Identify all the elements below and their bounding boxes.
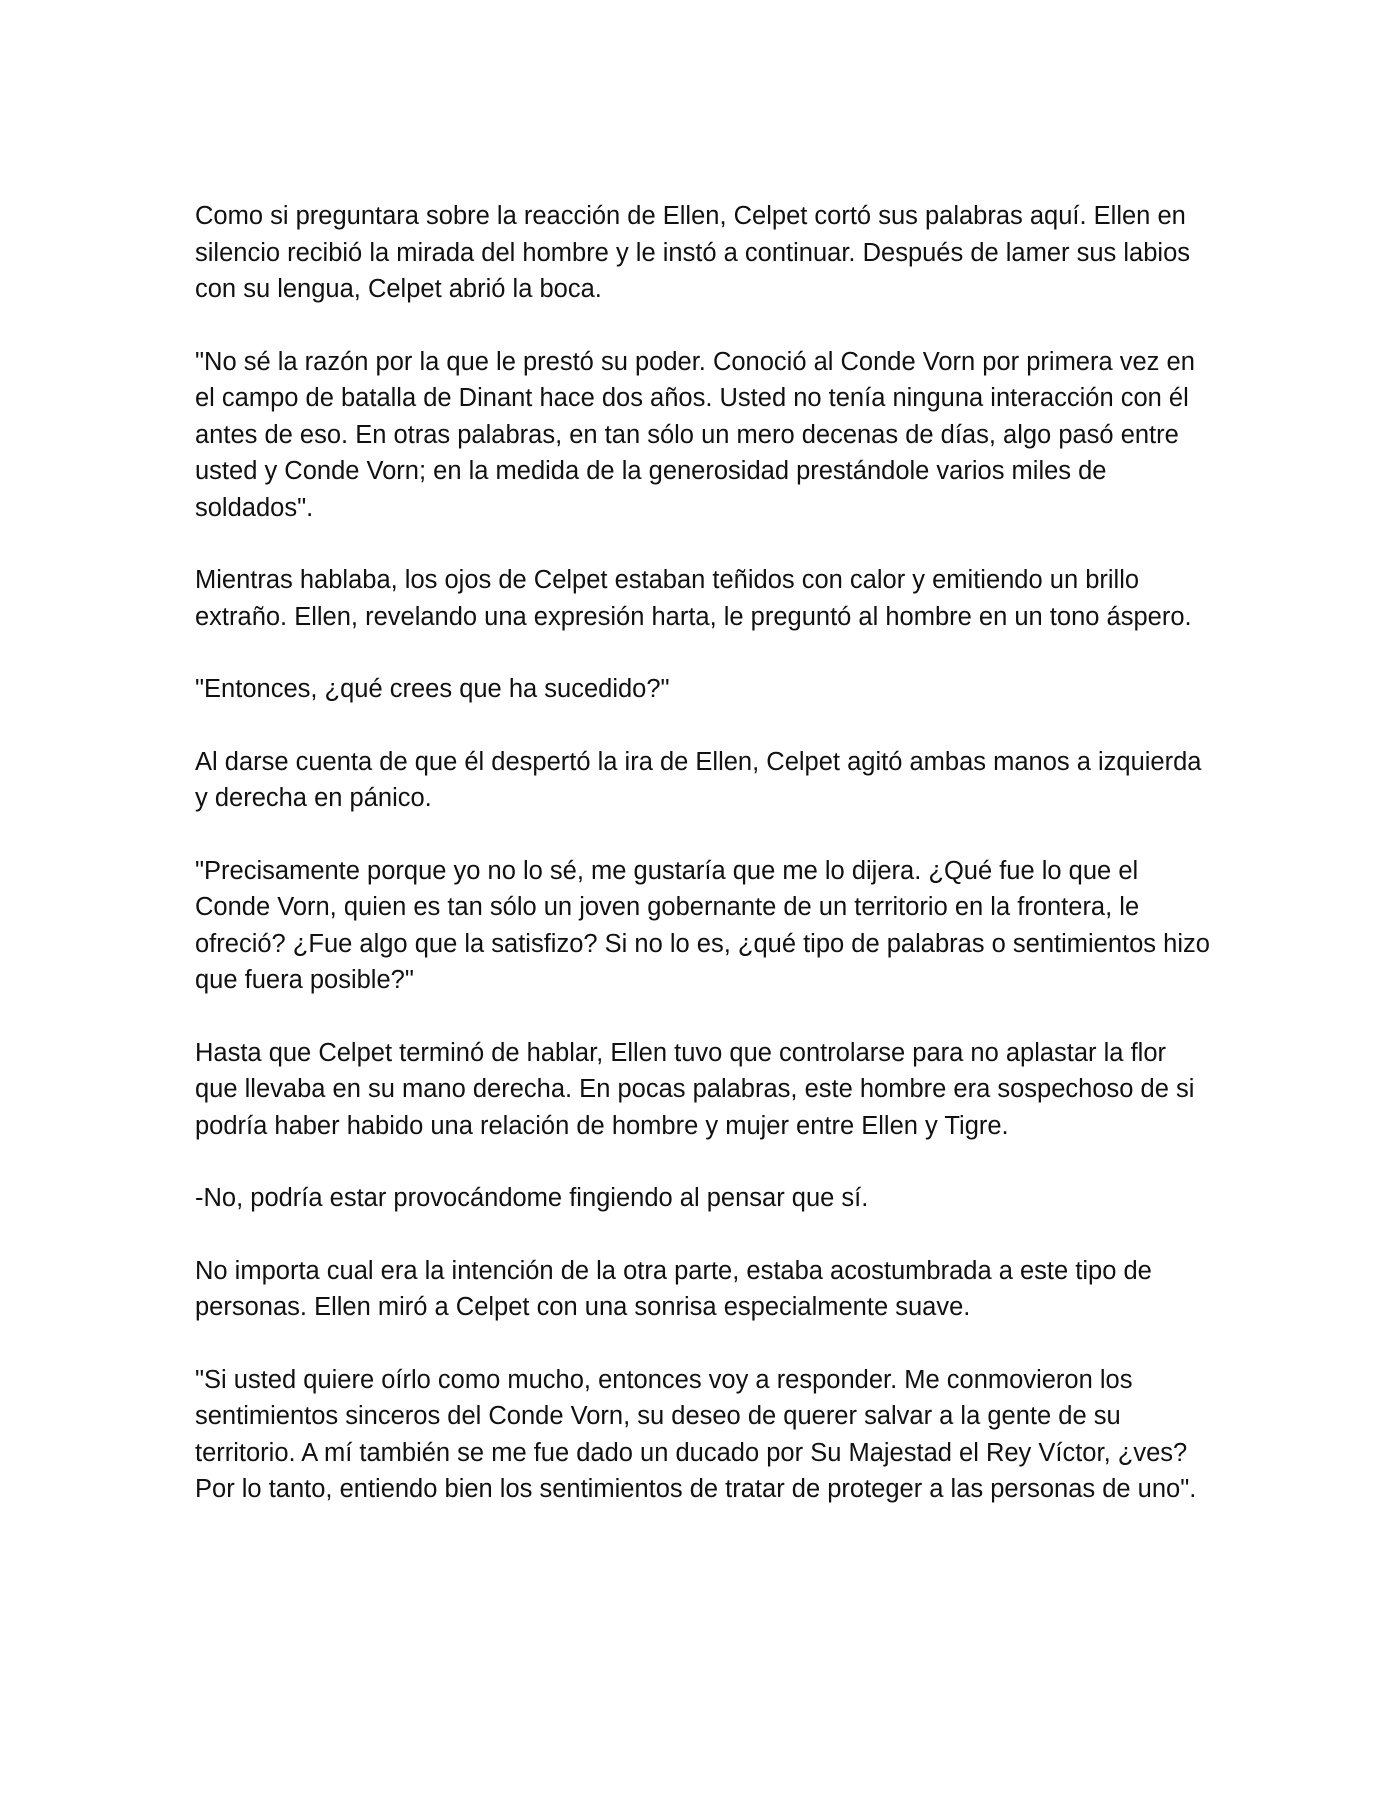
paragraph-9: No importa cual era la intención de la otra parte, estaba acostumbrada a este tipo de personas. Ellen miró a Celpet con una sonrisa especialmente suave.: [195, 1256, 1152, 1321]
document-body: [195, 198, 1215, 1508]
paragraph-6: "Precisamente porque yo no lo sé, me gustaría que me lo dijera. ¿Qué fue lo que el Conde Vorn, quien es tan sólo un joven gobernante de un territorio en la frontera, le ofreció? ¿Fue algo que la satisfizo? Si no lo es, ¿qué tipo de palabras o sentimientos hizo que fuera posible?": [195, 856, 1210, 994]
paragraph-10: "Si usted quiere oírlo como mucho, entonces voy a responder. Me conmovieron los sentimientos sinceros del Conde Vorn, su deseo de querer salvar a la gente de su territorio. A mí también se me fue dado un ducado por Su Majestad el Rey Víctor, ¿ves? Por lo tanto, entiendo bien los sentimientos de tratar de proteger a las personas de uno".: [195, 1365, 1197, 1503]
paragraph-7: Hasta que Celpet terminó de hablar, Ellen tuvo que controlarse para no aplastar la flor que llevaba en su mano derecha. En pocas palabras, este hombre era sospechoso de si podría haber habido una relación de hombre y mujer entre Ellen y Tigre.: [195, 1038, 1195, 1140]
paragraph-5: Al darse cuenta de que él despertó la ira de Ellen, Celpet agitó ambas manos a izquierda y derecha en pánico.: [195, 747, 1202, 812]
paragraph-1: Como si preguntara sobre la reacción de Ellen, Celpet cortó sus palabras aquí. Ellen en silencio recibió la mirada del hombre y le instó a continuar. Después de lamer sus labios con su lengua, Celpet abrió la boca.: [195, 202, 1191, 303]
paragraph-4: "Entonces, ¿qué crees que ha sucedido?": [195, 675, 670, 703]
paragraph-2: "No sé la razón por la que le prestó su poder. Conoció al Conde Vorn por primera vez en el campo de batalla de Dinant hace dos años. Usted no tenía ninguna interacción con él antes de eso. En otras palabras, en tan sólo un mero decenas de días, algo pasó entre usted y Conde Vorn; en la medida de la generosidad prestándole varios miles de soldados".: [195, 347, 1195, 522]
paragraph-3: Mientras hablaba, los ojos de Celpet estaban teñidos con calor y emitiendo un brillo extraño. Ellen, revelando una expresión harta, le preguntó al hombre en un tono áspero.: [195, 566, 1192, 631]
paragraph-8: -No, podría estar provocándome fingiendo al pensar que sí.: [195, 1184, 869, 1212]
